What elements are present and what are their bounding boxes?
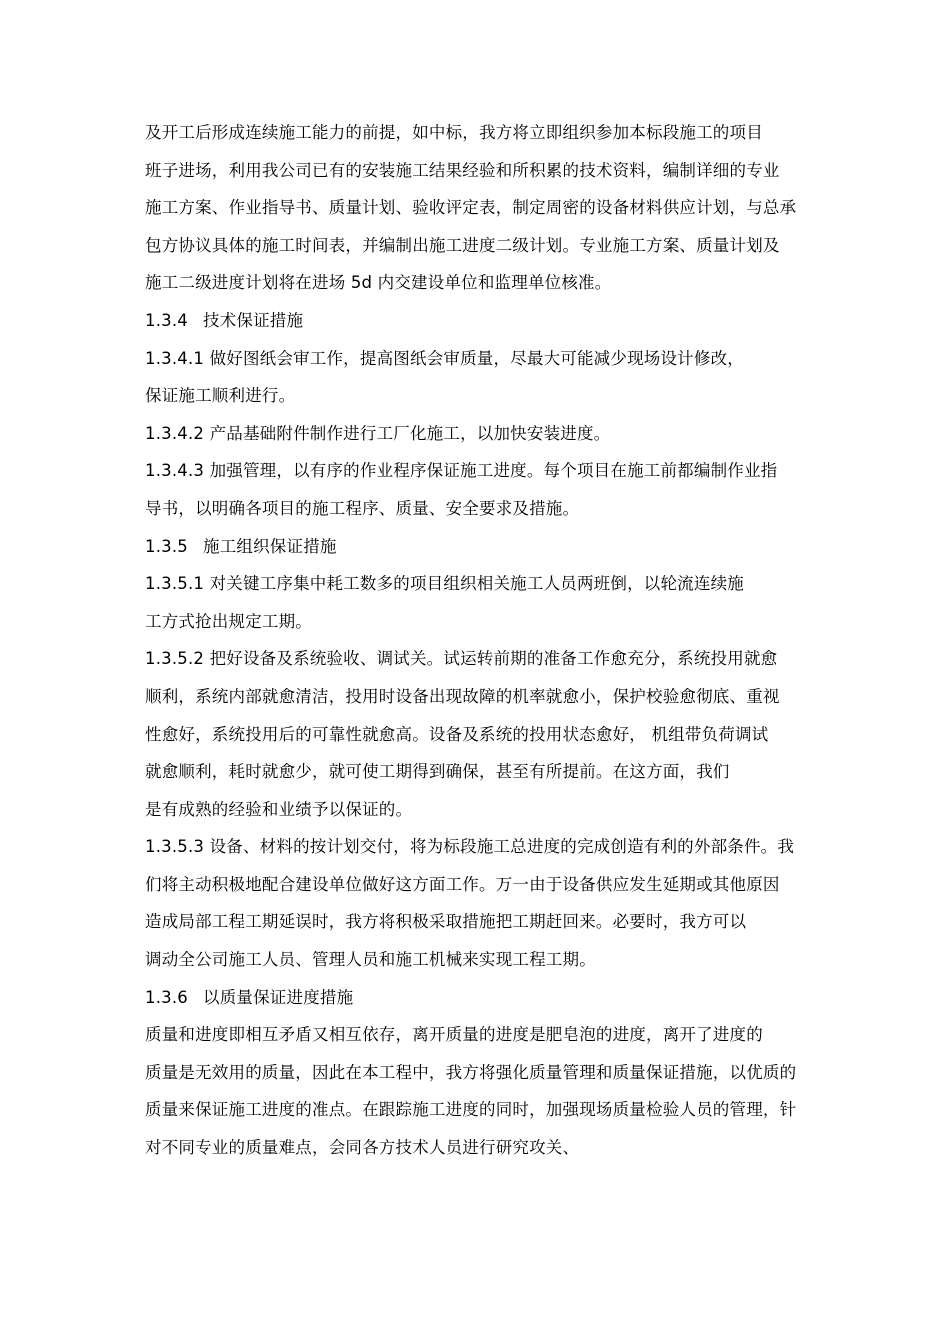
text-line: 及开工后形成连续施工能力的前提，如中标，我方将立即组织参加本标段施工的项目	[145, 123, 763, 142]
text-line: 对不同专业的质量难点，会同各方技术人员进行研究攻关、	[145, 1138, 580, 1158]
text-line: 1.3.5.2 把好设备及系统验收、调试关。试运转前期的准备工作愈充分，系统投用就愈	[145, 649, 778, 669]
section-number: 1.3.6	[145, 987, 188, 1007]
text-line: 1.3.4.3 加强管理，以有序的作业程序保证施工进度。每个项目在施工前都编制作业指	[145, 461, 778, 481]
text-line: 们将主动积极地配合建设单位做好这方面工作。万一由于设备供应发生延期或其他原因	[145, 874, 780, 894]
text-line: 工方式抢出规定工期。	[145, 611, 312, 631]
text-line: 施工方案、作业指导书、质量计划、验收评定表，制定周密的设备材料供应计划，与总承	[145, 198, 797, 218]
section-number: 1.3.5	[145, 536, 188, 556]
section-number: 1.3.4	[145, 310, 188, 330]
text-line: 导书，以明确各项目的施工程序、质量、安全要求及措施。	[145, 498, 580, 518]
text-line: 就愈顺利，耗时就愈少，就可使工期得到确保，甚至有所提前。在这方面，我们	[145, 762, 730, 782]
section-title: 以质量保证进度措施	[203, 987, 354, 1007]
paragraph-1-3-4-2	[145, 415, 825, 453]
paragraph-1-3-5-1	[145, 565, 825, 640]
paragraph-1-3-5-2	[145, 640, 825, 828]
text-line: 包方协议具体的施工时间表，并编制出施工进度二级计划。专业施工方案、质量计划及	[145, 235, 780, 255]
section-heading-1-3-5	[145, 528, 825, 566]
text-line: 1.3.5.3 设备、材料的按计划交付，将为标段施工总进度的完成创造有利的外部条件。我	[145, 837, 795, 857]
text-line: 保证施工顺利进行。	[145, 386, 296, 406]
paragraph-1-3-5-3	[145, 828, 825, 978]
text-line: 造成局部工程工期延误时，我方将积极采取措施把工期赶回来。必要时，我方可以	[145, 912, 747, 932]
text-line: 顺利，系统内部就愈清洁，投用时设备出现故障的机率就愈小，保护校验愈彻底、重视	[145, 686, 780, 706]
text-line: 调动全公司施工人员、管理人员和施工机械来实现工程工期。	[145, 950, 596, 970]
text-line: 1.3.4.2 产品基础附件制作进行工厂化施工，以加快安装进度。	[145, 423, 611, 443]
section-title: 施工组织保证措施	[203, 536, 337, 556]
text-line: 质量和进度即相互矛盾又相互依存，离开质量的进度是肥皂泡的进度，离开了进度的	[145, 1025, 763, 1045]
text-line: 施工二级进度计划将在进场 5d 内交建设单位和监理单位核准。	[145, 273, 612, 293]
document-body	[145, 114, 825, 1167]
intro-paragraph	[145, 114, 825, 302]
section-heading-1-3-6	[145, 979, 825, 1017]
text-line: 质量来保证施工进度的准点。在跟踪施工进度的同时，加强现场质量检验人员的管理，针	[145, 1100, 797, 1120]
text-line: 性愈好，系统投用后的可靠性就愈高。设备及系统的投用状态愈好， 机组带负荷调试	[145, 724, 769, 744]
text-line: 班子进场，利用我公司已有的安装施工结果经验和所积累的技术资料，编制详细的专业	[145, 160, 780, 180]
paragraph-1-3-4-1	[145, 340, 825, 415]
text-line: 质量是无效用的质量，因此在本工程中，我方将强化质量管理和质量保证措施，以优质的	[145, 1062, 797, 1082]
paragraph-1-3-4-3	[145, 452, 825, 527]
text-line: 是有成熟的经验和业绩予以保证的。	[145, 799, 413, 819]
text-line: 1.3.4.1 做好图纸会审工作，提高图纸会审质量，尽最大可能减少现场设计修改，	[145, 348, 744, 368]
paragraph-1-3-6	[145, 1016, 825, 1166]
section-title: 技术保证措施	[203, 310, 304, 330]
section-heading-1-3-4	[145, 302, 825, 340]
text-line: 1.3.5.1 对关键工序集中耗工数多的项目组织相关施工人员两班倒，以轮流连续施	[145, 574, 744, 594]
